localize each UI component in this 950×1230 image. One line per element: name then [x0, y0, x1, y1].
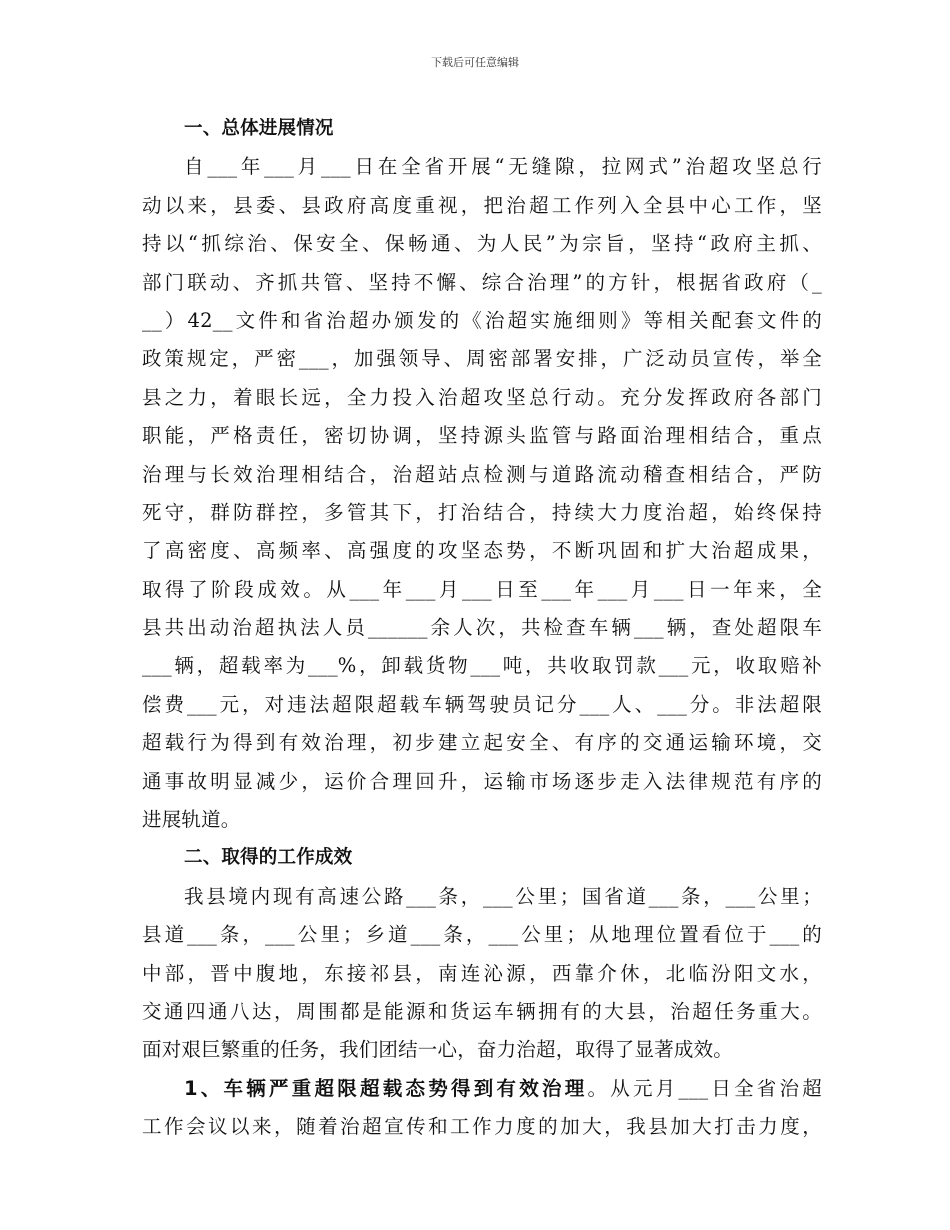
paragraph-line: 面对艰巨繁重的任务，我们团结一心，奋力治超，取得了显著成效。: [142, 1038, 734, 1062]
paragraph-line: 自___年___月___日在全省开展“无缝隙，拉网式”治超攻坚总行: [184, 155, 822, 179]
paragraph-line: 工作会议以来，随着治超宣传和工作力度的加大，我县加大打击力度，: [142, 1115, 822, 1139]
paragraph-line: 部门联动、齐抓共管、坚持不懈、综合治理”的方针，根据省政府（_: [142, 270, 822, 294]
paragraph-line: 通事故明显减少，运价合理回升，运输市场逐步走入法律规范有序的: [142, 769, 822, 793]
page-header: 下载后可任意编辑: [431, 56, 519, 69]
paragraph-line: 我县境内现有高速公路___条，___公里；国省道___条，___公里；: [184, 884, 822, 908]
paragraph-line: 超载行为得到有效治理，初步建立起安全、有序的交通运输环境，交: [142, 731, 822, 755]
document-body: [142, 110, 822, 1147]
paragraph-line: ___辆，超载率为___%，卸载货物___吨，共收取罚款___元，收取赔补: [142, 654, 822, 678]
paragraph-line: __）42__文件和省治超办颁发的《治超实施细则》等相关配套文件的: [142, 308, 822, 332]
paragraph-line: 县道___条，___公里；乡道___条，___公里；从地理位置看位于___的: [142, 923, 822, 947]
paragraph-line: 偿费___元，对违法超限超载车辆驾驶员记分___人、___分。非法超限: [142, 692, 822, 716]
paragraph-line: 治理与长效治理相结合，治超站点检测与道路流动稽查相结合，严防: [142, 462, 822, 486]
paragraph-line: 持以“抓综治、保安全、保畅通、为人民”为宗旨，坚持“政府主抓、: [142, 232, 822, 256]
item-lead-rest: 。从元月___日全省治超: [587, 1076, 822, 1100]
paragraph-line: 职能，严格责任，密切协调，坚持源头监管与路面治理相结合，重点: [142, 424, 822, 448]
paragraph-line: 县共出动治超执法人员______余人次，共检查车辆___辆，查处超限车: [142, 616, 822, 640]
paragraph-line: [142, 1070, 822, 1108]
paragraph-line: 了高密度、高频率、高强度的攻坚态势，不断巩固和扩大治超成果，: [142, 539, 822, 563]
paragraph-line: 县之力，着眼长远，全力投入治超攻坚总行动。充分发挥政府各部门: [142, 385, 822, 409]
paragraph-line: 进展轨道。: [142, 808, 241, 832]
paragraph-line: 死守，群防群控，多管其下，打治结合，持续大力度治超，始终保持: [142, 500, 822, 524]
paragraph-line: 政策规定，严密___，加强领导、周密部署安排，广泛动员宣传，举全: [142, 347, 822, 371]
paragraph-line: 取得了阶段成效。从___年___月___日至___年___月___日一年来，全: [142, 577, 822, 601]
paragraph-line: 动以来，县委、县政府高度重视，把治超工作列入全县中心工作，坚: [142, 193, 822, 217]
paragraph-line: 交通四通八达，周围都是能源和货运车辆拥有的大县，治超任务重大。: [142, 999, 822, 1023]
paragraph-line: 中部，晋中腹地，东接祁县，南连沁源，西靠介休，北临汾阳文水，: [142, 961, 822, 985]
section-heading: 一、总体进展情况: [184, 118, 334, 139]
section-heading: 二、取得的工作成效: [184, 847, 353, 869]
item-lead: 1、车辆严重超限超载态势得到有效治理: [184, 1076, 588, 1100]
